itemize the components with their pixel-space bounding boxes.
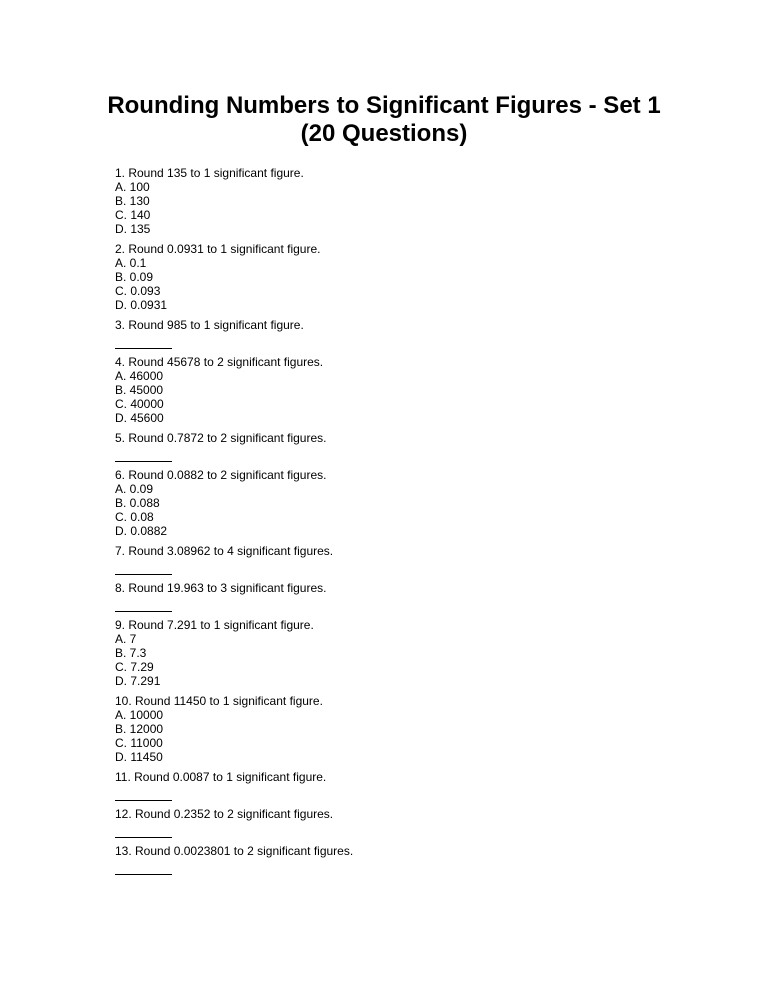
question-prompt: 9. Round 7.291 to 1 significant figure.	[115, 618, 314, 632]
option-a: A. 100	[115, 180, 150, 194]
option-a: A. 10000	[115, 708, 164, 722]
option-c: C. 7.29	[115, 660, 154, 674]
question-prompt: 11. Round 0.0087 to 1 significant figure.	[115, 770, 327, 784]
option-b: B. 45000	[115, 383, 164, 397]
question-prompt: 10. Round 11450 to 1 significant figure.	[115, 694, 323, 708]
title-line-1: Rounding Numbers to Significant Figures - Set 1	[107, 92, 661, 119]
question-prompt: 8. Round 19.963 to 3 significant figures.	[115, 581, 327, 595]
option-b: B. 7.3	[115, 646, 147, 660]
option-b: B. 0.088	[115, 496, 160, 510]
option-d: D. 135	[115, 222, 151, 236]
answer-blank[interactable]	[115, 861, 172, 875]
question-prompt: 5. Round 0.7872 to 2 significant figures.	[115, 431, 327, 445]
option-d: D. 7.291	[115, 674, 161, 688]
question-7	[115, 544, 675, 575]
option-d: D. 0.0931	[115, 298, 168, 312]
question-prompt: 6. Round 0.0882 to 2 significant figures.	[115, 468, 327, 482]
question-5	[115, 431, 675, 462]
answer-blank[interactable]	[115, 598, 172, 612]
answer-blank[interactable]	[115, 824, 172, 838]
question-11	[115, 770, 675, 801]
question-9	[115, 618, 675, 688]
question-12	[115, 807, 675, 838]
question-6	[115, 468, 675, 538]
question-prompt: 3. Round 985 to 1 significant figure.	[115, 318, 304, 332]
question-3	[115, 318, 675, 349]
option-a: A. 7	[115, 632, 137, 646]
question-8	[115, 581, 675, 612]
option-c: C. 140	[115, 208, 151, 222]
option-d: D. 45600	[115, 411, 164, 425]
question-1	[115, 166, 675, 236]
question-list	[115, 166, 675, 881]
question-prompt: 13. Round 0.0023801 to 2 significant figures.	[115, 844, 354, 858]
answer-blank[interactable]	[115, 335, 172, 349]
question-10	[115, 694, 675, 764]
question-prompt: 4. Round 45678 to 2 significant figures.	[115, 355, 324, 369]
page-title	[0, 92, 768, 148]
question-prompt: 2. Round 0.0931 to 1 significant figure.	[115, 242, 321, 256]
option-d: D. 11450	[115, 750, 163, 764]
option-c: C. 40000	[115, 397, 164, 411]
option-b: B. 12000	[115, 722, 164, 736]
question-4	[115, 355, 675, 425]
answer-blank[interactable]	[115, 448, 172, 462]
option-a: A. 46000	[115, 369, 164, 383]
option-c: C. 0.08	[115, 510, 154, 524]
option-d: D. 0.0882	[115, 524, 168, 538]
question-2	[115, 242, 675, 312]
answer-blank[interactable]	[115, 787, 172, 801]
question-prompt: 12. Round 0.2352 to 2 significant figures.	[115, 807, 334, 821]
question-prompt: 1. Round 135 to 1 significant figure.	[115, 166, 304, 180]
answer-blank[interactable]	[115, 561, 172, 575]
option-a: A. 0.1	[115, 256, 147, 270]
question-13	[115, 844, 675, 875]
option-c: C. 11000	[115, 736, 163, 750]
option-a: A. 0.09	[115, 482, 154, 496]
option-b: B. 130	[115, 194, 150, 208]
option-c: C. 0.093	[115, 284, 161, 298]
title-line-2: (20 Questions)	[300, 120, 468, 147]
question-prompt: 7. Round 3.08962 to 4 significant figures.	[115, 544, 334, 558]
option-b: B. 0.09	[115, 270, 154, 284]
